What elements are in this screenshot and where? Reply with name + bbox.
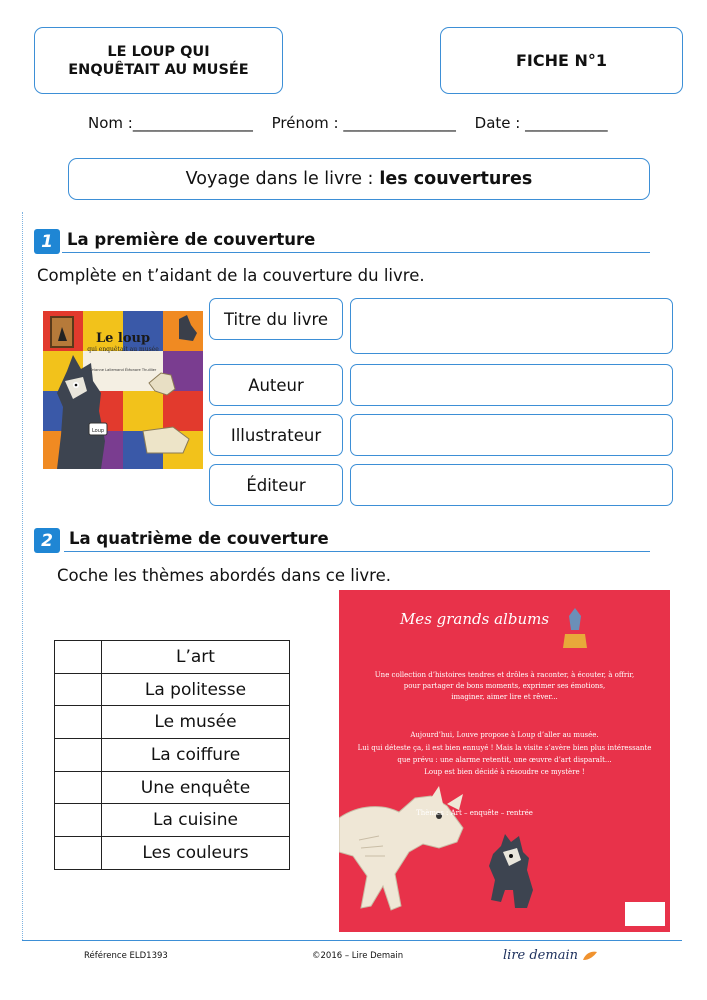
field-label-auteur: Auteur [209,364,343,406]
answer-box-illustrateur[interactable] [350,414,673,456]
theme-checkbox[interactable] [55,739,102,772]
theme-label: La politesse [102,673,290,706]
front-cover-art [43,311,203,469]
theme-label: La coiffure [102,739,290,772]
section2-title: La quatrième de couverture [69,529,329,548]
theme-checkbox[interactable] [55,771,102,804]
section1-instruction: Complète en t’aidant de la couverture du livre. [37,266,425,285]
answer-box-editeur[interactable] [350,464,673,506]
footer-reference: Référence ELD1393 [84,951,168,961]
themes-table [54,640,290,870]
back-cover-blurb2: pour partager de bons moments, exprimer ses émotions, [403,682,606,690]
logo-leaf-icon [582,950,598,962]
table-row [55,641,290,674]
back-cover-story3: que prévu : une alarme retentit, une œuvre d’art disparaît... [397,756,612,764]
book-title-box [34,27,283,94]
back-cover-series: Mes grands albums [399,610,550,628]
subject-banner [68,158,650,200]
margin-line [22,212,23,940]
book-title-line1: LE LOUP QUI [107,43,210,60]
section2-instruction: Coche les thèmes abordés dans ce livre. [57,566,392,585]
cover-title-text: Le loup [95,331,151,346]
cover-subtitle-text: qui enquêtait au musée [87,346,159,353]
section1-rule [62,252,650,253]
theme-label: La cuisine [102,804,290,837]
book-title-line2: ENQUÊTAIT AU MUSÉE [68,61,249,78]
nom-field[interactable]: Nom :________________ [88,114,253,132]
table-row [55,804,290,837]
field-label-titre: Titre du livre [209,298,343,340]
table-row [55,771,290,804]
back-cover-story2: Lui qui déteste ça, il est bien ennuyé ! Mais la visite s’avère bien plus intéressante [357,744,652,752]
back-cover-story4: Loup est bien décidé à résoudre ce mystère ! [424,768,585,776]
answer-box-auteur[interactable] [350,364,673,406]
section2-rule [64,551,650,552]
table-row [55,739,290,772]
theme-checkbox[interactable] [55,804,102,837]
fiche-number: FICHE N°1 [440,27,683,94]
theme-label: Les couleurs [102,837,290,870]
date-field[interactable]: Date : ___________ [474,114,608,132]
subject-bold: les couvertures [379,169,533,189]
field-label-illustrateur: Illustrateur [209,414,343,456]
theme-label: Le musée [102,706,290,739]
footer-rule [22,940,682,941]
section1-number: 1 [34,229,60,254]
theme-label: Une enquête [102,771,290,804]
theme-checkbox[interactable] [55,673,102,706]
front-cover-image [43,311,203,469]
back-cover-blurb1: Une collection d’histoires tendres et drôles à raconter, à écouter, à offrir, [374,671,635,679]
theme-checkbox[interactable] [55,641,102,674]
table-row [55,837,290,870]
identity-row [88,114,622,132]
theme-checkbox[interactable] [55,837,102,870]
cover-authors-text: Orianne Lallemand Éléonore Thuillier [89,368,157,372]
back-cover-themes: Thèmes : Art – enquête – rentrée [416,809,533,817]
answer-box-titre[interactable] [350,298,673,354]
back-cover-image [339,590,670,932]
field-label-editeur: Éditeur [209,464,343,506]
section2-number: 2 [34,528,60,553]
theme-label: L’art [102,641,290,674]
back-cover-story1: Aujourd’hui, Louve propose à Loup d’aller au musée. [410,731,599,739]
cover-sign-text: Loup [91,428,105,434]
footer-copyright: ©2016 – Lire Demain [312,951,404,961]
logo-text: lire demain [503,948,578,963]
section1-title: La première de couverture [67,230,316,249]
table-row [55,673,290,706]
back-cover-blurb3: imaginer, aimer lire et rêver... [451,693,558,701]
lire-demain-logo [503,948,598,963]
subject-prefix: Voyage dans le livre : [185,169,374,189]
theme-checkbox[interactable] [55,706,102,739]
prenom-field[interactable]: Prénom : _______________ [271,114,456,132]
table-row [55,706,290,739]
